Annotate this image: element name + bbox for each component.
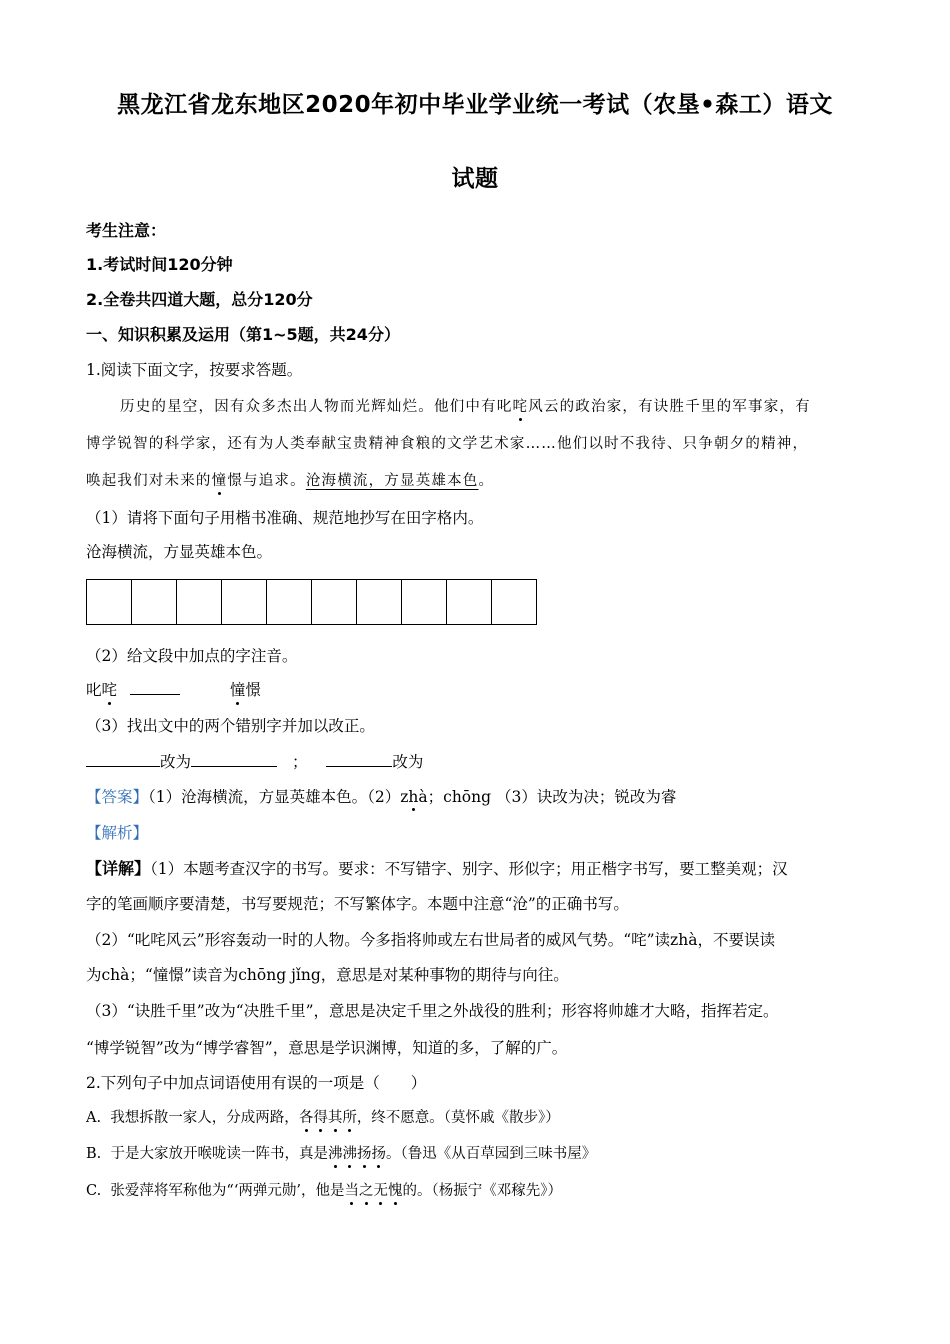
option-text: ，终不愿意。（莫怀戚《散步》） [356, 1110, 560, 1126]
change-label: 改为 [392, 753, 424, 771]
dotted-char: 沸 [342, 1142, 357, 1163]
option-label: B. [86, 1146, 102, 1162]
pinyin-row [86, 678, 261, 700]
dotted-char: 沸 [328, 1142, 343, 1163]
passage-text: 唤起我们对未来的 [86, 473, 212, 489]
grid-cell[interactable] [357, 580, 402, 624]
analysis-line: （3）“诀胜千里”改为“决胜千里”，意思是决定千里之外战役的胜利；形容将帅雄才大略，指挥若定。 [86, 1002, 779, 1020]
analysis-text: （1）本题考查汉字的书写。要求：不写错字、别字、形似字；用正楷字书写，要工整美观；汉 [150, 860, 788, 878]
separator: ； [291, 753, 308, 771]
passage-text: 历史的星空，因有众多杰出人物而光辉灿烂。他们中有叱 [120, 399, 513, 415]
option-c[interactable] [86, 1179, 562, 1200]
passage-text: 。 [478, 473, 495, 489]
grid-cell[interactable] [87, 580, 132, 624]
option-text: 张爱萍将军称他为“‘两弹元勋’，他是 [110, 1183, 345, 1199]
correction-blank[interactable] [191, 750, 277, 767]
change-label: 改为 [160, 753, 192, 771]
correction-row [86, 750, 423, 772]
grid-cell[interactable] [177, 580, 222, 624]
copy-sentence: 沧海横流，方显英雄本色。 [86, 543, 273, 561]
grid-cell[interactable] [267, 580, 312, 624]
answer-row [86, 785, 676, 807]
dotted-char: 之 [359, 1179, 374, 1200]
dotted-char: 得 [313, 1106, 328, 1127]
analysis-line: “博学锐智”改为“博学睿智”，意思是学识渊博，知道的多，了解的广。 [86, 1039, 568, 1057]
underlined-sentence: 沧海横流，方显英雄本色 [305, 473, 479, 489]
grid-cell[interactable] [492, 580, 536, 624]
grid-cell[interactable] [402, 580, 447, 624]
notice-item-time: 1.考试时间120分钟 [86, 255, 233, 274]
option-label: C. [86, 1183, 102, 1199]
document-title: 黑龙江省龙东地区2020年初中毕业学业统一考试（农垦•森工）语文 [117, 92, 833, 118]
option-text: 我想拆散一家人，分成两路， [110, 1110, 299, 1126]
correction-blank[interactable] [86, 750, 160, 767]
answer-text: （1）沧海横流，方显英雄本色。（2） [148, 788, 401, 806]
dotted-char: 扬 [357, 1142, 372, 1163]
grid-cell[interactable] [312, 580, 357, 624]
option-text: 。（鲁迅《从百草园到三味书屋》 [385, 1146, 597, 1162]
dotted-char: 憧 [230, 678, 246, 700]
analysis-line: 为chà；“憧憬”读音为chōng jǐng，意思是对某种事物的期待与向往。 [86, 966, 569, 984]
dotted-char: 扬 [371, 1142, 386, 1163]
analysis-tag: 【解析】 [86, 824, 149, 842]
analysis-line [86, 856, 788, 879]
dotted-char: 其 [328, 1106, 343, 1127]
dotted-char: 愧 [388, 1179, 403, 1200]
writing-grid[interactable] [86, 579, 537, 625]
dotted-char: 咤 [102, 678, 118, 700]
option-text: 的。（杨振宁《邓稼先》） [402, 1183, 563, 1199]
dotted-char: 无 [374, 1179, 389, 1200]
dotted-char: 当 [345, 1179, 360, 1200]
passage-line-1 [120, 395, 811, 416]
passage-line-3 [86, 469, 494, 490]
question-2-prompt: 2.下列句子中加点词语使用有误的一项是（ ） [86, 1074, 427, 1092]
option-label: A. [86, 1110, 102, 1126]
passage-text: 憬与追求。 [227, 473, 306, 489]
pinyin-char: 憬 [245, 681, 261, 699]
notice-heading: 考生注意： [86, 221, 167, 240]
dotted-char: zhà [400, 788, 428, 806]
correction-blank[interactable] [326, 750, 392, 767]
dotted-char: 憧 [212, 469, 228, 490]
sub-question-3: （3）找出文中的两个错别字并加以改正。 [86, 717, 375, 735]
sub-question-1: （1）请将下面句子用楷书准确、规范地抄写在田字格内。 [86, 509, 484, 527]
grid-cell[interactable] [222, 580, 267, 624]
section-heading: 一、知识积累及运用（第1~5题，共24分） [86, 325, 400, 344]
analysis-line: （2）“叱咤风云”形容轰动一时的人物。今多指将帅或左右世局者的威风气势。“咤”读zhà，不要误读 [86, 931, 775, 949]
detail-tag: 【详解】 [86, 859, 151, 878]
document-title-cont: 试题 [451, 166, 499, 192]
answer-tag: 【答案】 [86, 788, 149, 806]
passage-line-2: 博学锐智的科学家，还有为人类奉献宝贵精神食粮的文学艺术家……他们以时不我待、只争朝夕的精神， [86, 436, 809, 452]
pinyin-blank[interactable] [130, 678, 180, 695]
dotted-char: 咤 [513, 395, 529, 416]
dotted-char: 各 [299, 1106, 314, 1127]
question-1-prompt: 1.阅读下面文字，按要求答题。 [86, 361, 303, 379]
dotted-char: 所 [342, 1106, 357, 1127]
option-b[interactable] [86, 1142, 596, 1163]
pinyin-char: 叱 [86, 681, 102, 699]
analysis-line: 字的笔画顺序要清楚，书写要规范；不写繁体字。本题中注意“沧”的正确书写。 [86, 895, 629, 913]
grid-cell[interactable] [447, 580, 492, 624]
answer-text: ；chōng （3）诀改为决；锐改为睿 [427, 788, 677, 806]
option-a[interactable] [86, 1106, 560, 1127]
notice-item-score: 2.全卷共四道大题，总分120分 [86, 290, 313, 309]
option-text: 于是大家放开喉咙读一阵书，真是 [110, 1146, 328, 1162]
passage-text: 风云的政治家，有诀胜千里的军事家，有 [528, 399, 811, 415]
sub-question-2: （2）给文段中加点的字注音。 [86, 647, 298, 665]
grid-cell[interactable] [132, 580, 177, 624]
